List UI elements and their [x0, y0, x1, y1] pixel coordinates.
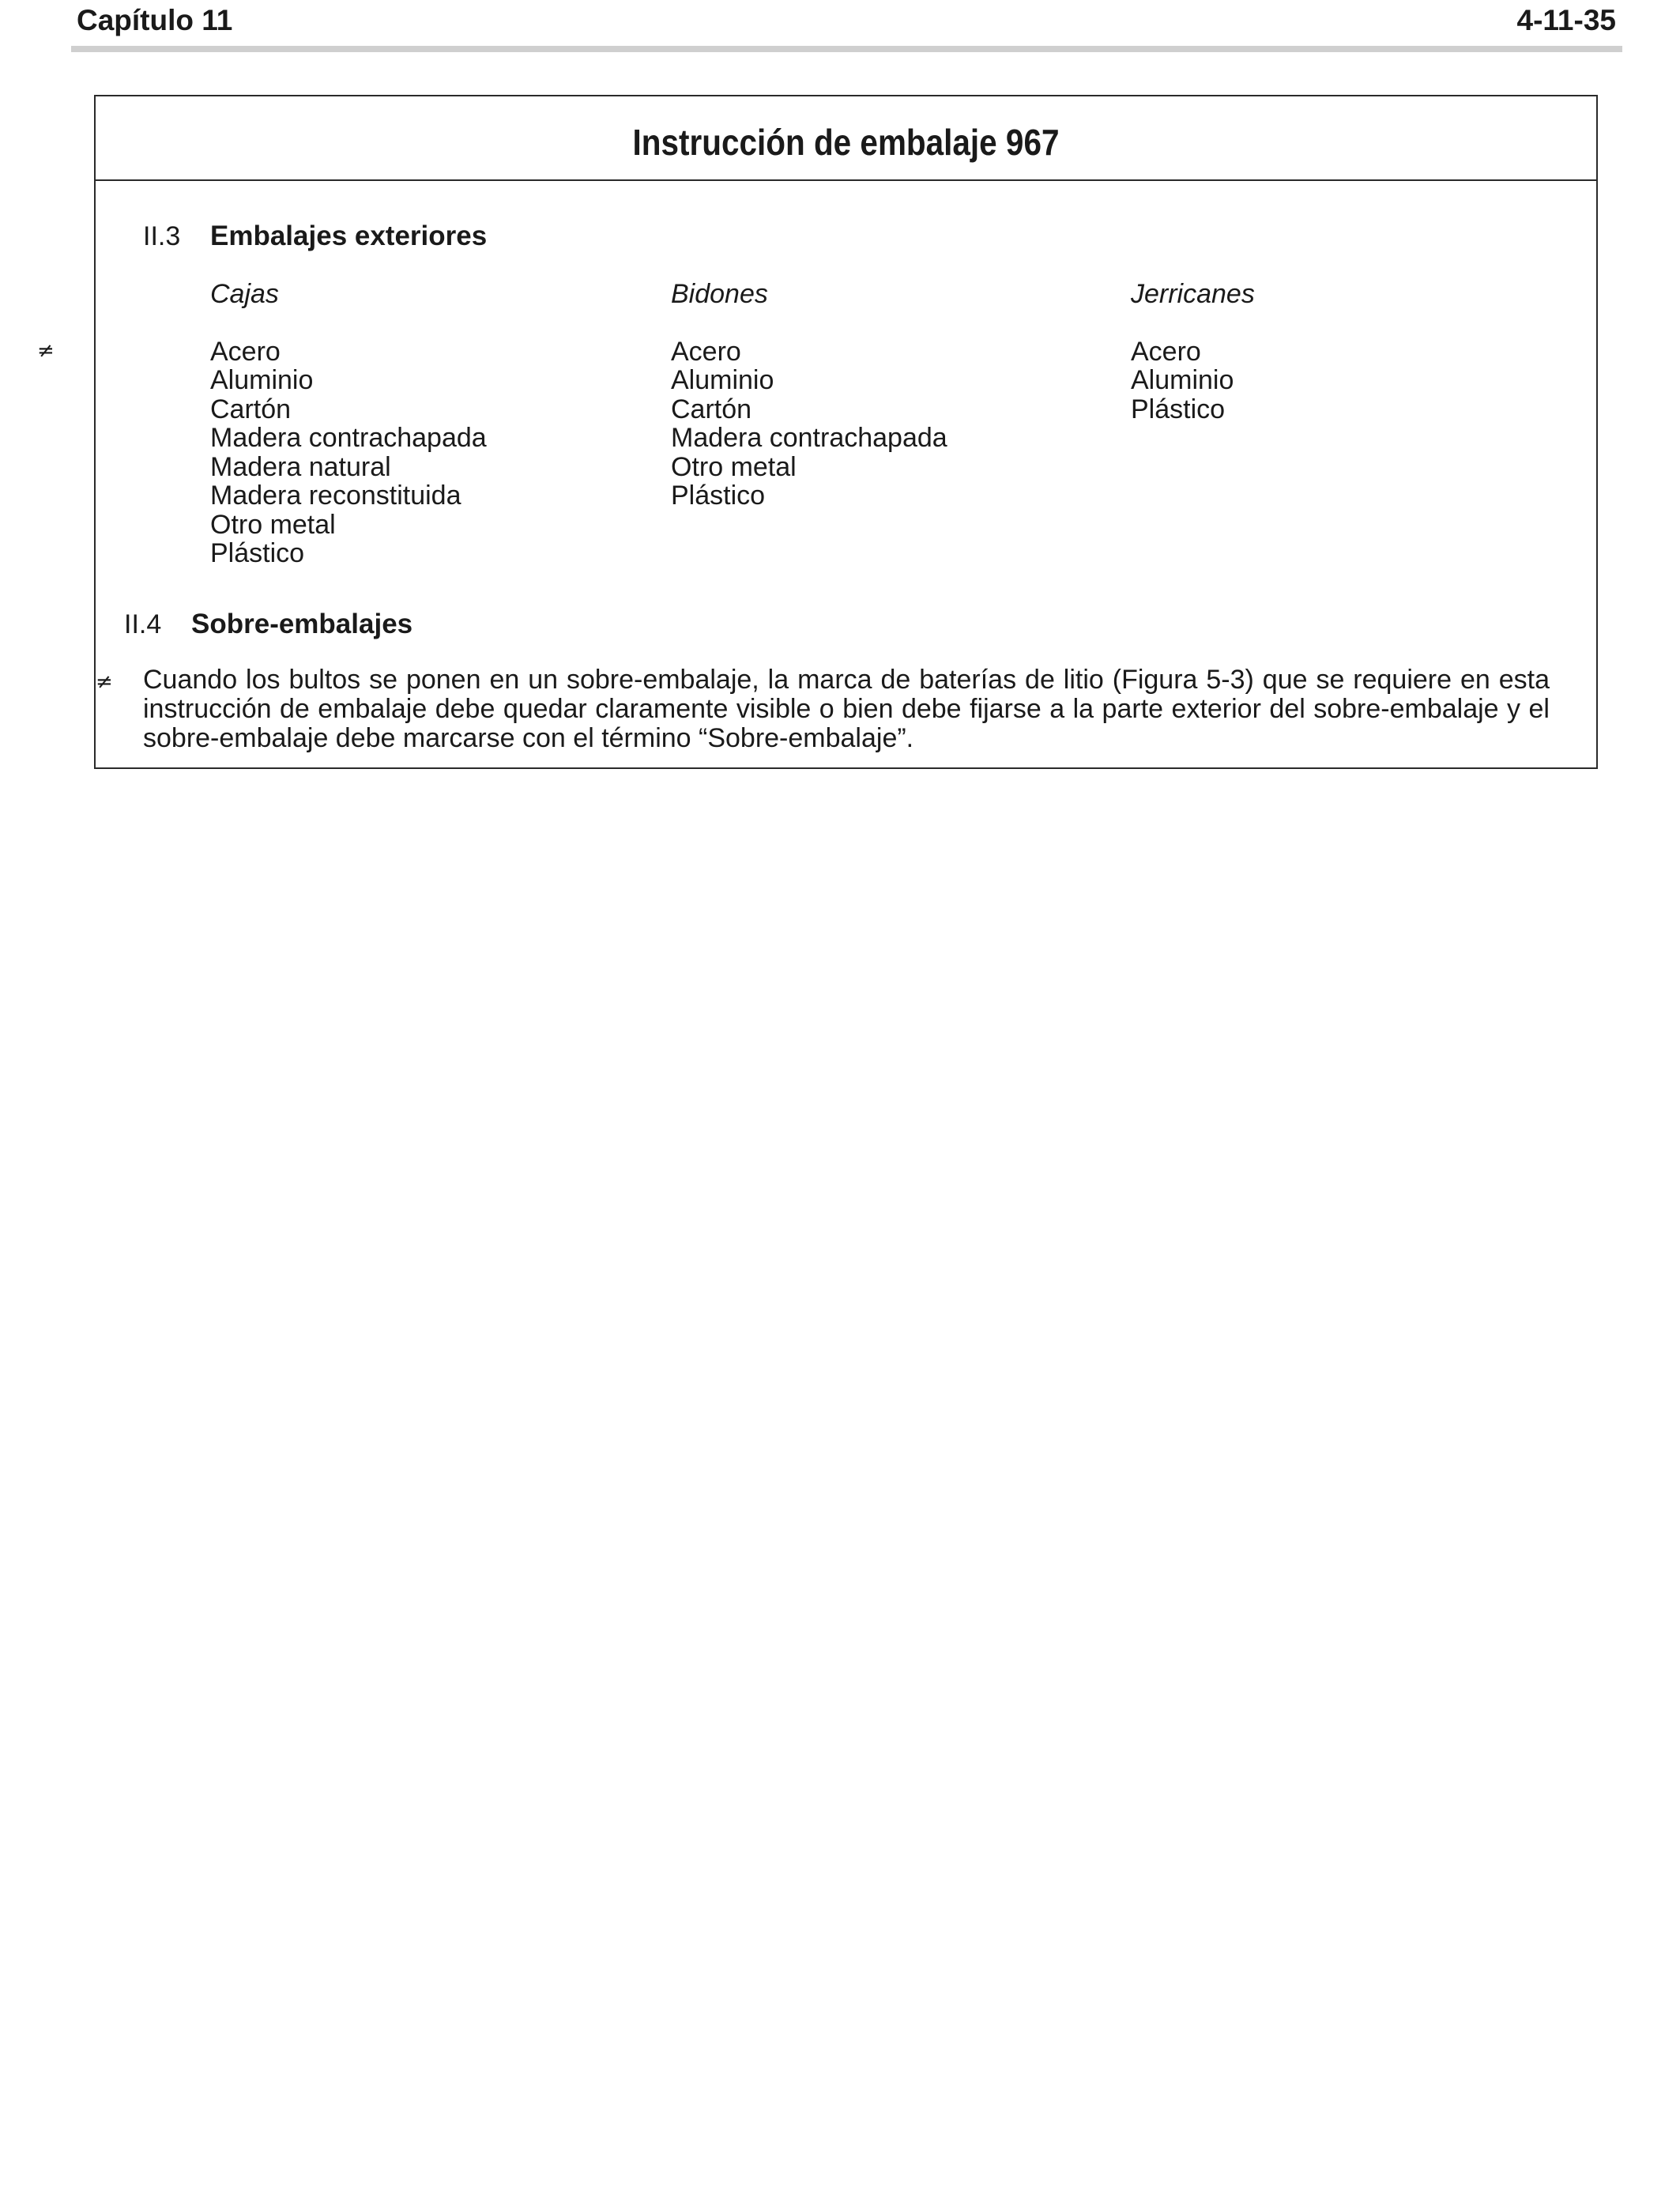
page-number: 4-11-35	[1516, 4, 1616, 36]
column-header: Cajas	[210, 279, 279, 309]
list-item: Otro metal	[671, 451, 797, 482]
page-header	[71, 0, 1620, 46]
section-heading-ii3: Embalajes exteriores	[210, 221, 488, 251]
list-item: Acero	[671, 336, 741, 367]
list-item: Madera contrachapada	[671, 423, 947, 453]
change-mark-ii4: ≠	[96, 670, 113, 694]
list-item: Plástico	[210, 538, 305, 568]
list-item: Madera natural	[210, 451, 391, 482]
list-item: Aluminio	[671, 365, 774, 395]
instruction-title: Instrucción de embalaje 967	[632, 122, 1060, 163]
column-bidones	[671, 280, 947, 511]
change-mark-ii3: ≠	[37, 339, 55, 363]
list-item: Cartón	[671, 394, 752, 424]
list-item: Aluminio	[210, 365, 314, 395]
list-item: Acero	[1131, 336, 1201, 367]
list-item: Otro metal	[210, 509, 336, 540]
list-item: Madera reconstituida	[210, 481, 461, 511]
list-item: Madera contrachapada	[210, 423, 487, 453]
column-cajas	[210, 280, 487, 568]
box-title-area	[96, 96, 1596, 181]
header-rule	[71, 46, 1622, 52]
column-jerricanes	[1131, 280, 1255, 424]
column-header: Bidones	[671, 279, 768, 309]
list-item: Plástico	[1131, 394, 1226, 424]
list-item: Cartón	[210, 394, 292, 424]
section-number-ii3: II.3	[143, 221, 181, 251]
section-heading-ii4: Sobre-embalajes	[191, 609, 413, 639]
list-item: Plástico	[671, 481, 766, 511]
section-number-ii4: II.4	[124, 609, 162, 639]
list-item: Aluminio	[1131, 365, 1234, 395]
chapter-label: Capítulo 11	[77, 4, 233, 36]
section-ii4-paragraph: Cuando los bultos se ponen en un sobre-embalaje, la marca de baterías de litio (Figura 5-3) que se requiere en esta instrucción de embalaje debe quedar claramente visible o bien debe fijarse a la parte exterior del sobre-embalaje y el sobre-embalaje debe marcarse con el término “Sobre-embalaje”.	[143, 665, 1550, 753]
list-item: Acero	[210, 336, 281, 367]
column-header: Jerricanes	[1131, 279, 1255, 309]
